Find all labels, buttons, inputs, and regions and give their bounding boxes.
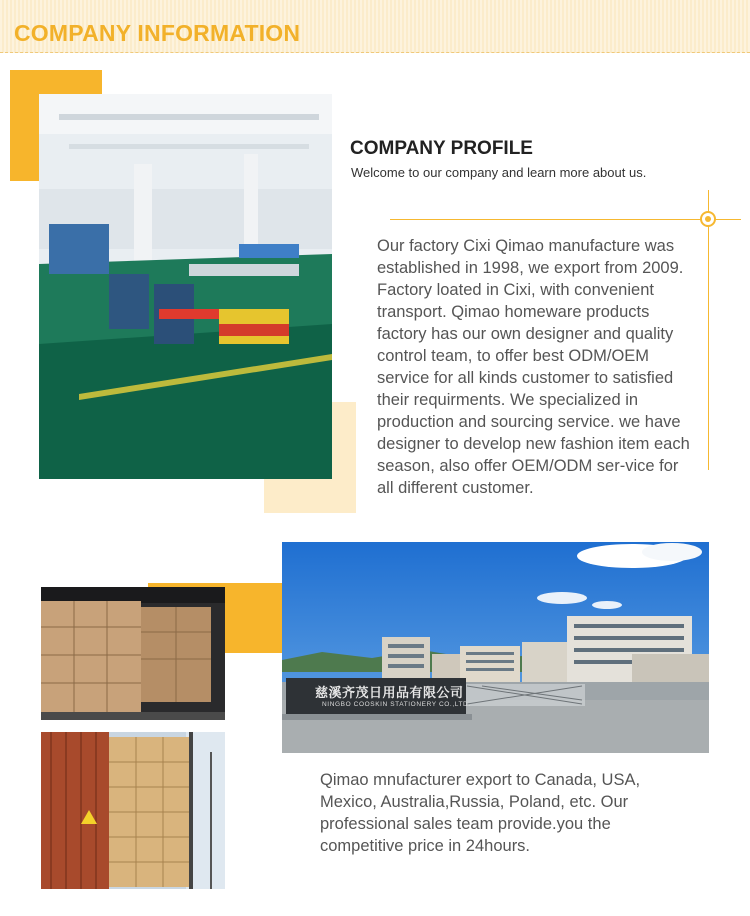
export-description: Qimao mnufacturer export to Canada, USA, Mexico, Australia,Russia, Poland, etc. Our professional sales team provide.you the competitive price in 24hours. [320, 771, 641, 855]
divider-line [390, 219, 741, 220]
company-profile-heading: COMPANY PROFILE [350, 138, 533, 159]
warehouse-boxes-photo [41, 587, 225, 720]
company-profile-description: Our factory Cixi Qimao manufacture was established in 1998, we export from 2009. Factory loated in Cixi, with convenient transport. Qimao homeware products factory has our own designer and quality control team, to offer best ODM/OEM service for all kinds customer to satisfied their requirments. We specialized in production and sourcing service. we have designer to develop new fashion item each season, also offer OEM/ODM ser-vice for all different customer. [377, 237, 690, 497]
company-building-photo [282, 542, 709, 753]
company-profile-subtitle: Welcome to our company and learn more about us. [351, 165, 647, 180]
divider-vertical-line [708, 190, 709, 470]
factory-floor-photo [39, 94, 332, 479]
building-sign-english: NINGBO COOSKIN STATIONERY CO.,LTD. [322, 701, 471, 708]
section-header-banner [0, 0, 750, 53]
container-loading-photo [41, 732, 225, 889]
target-circle-icon [700, 211, 716, 227]
building-sign-chinese: 慈溪齐茂日用品有限公司 [315, 686, 464, 701]
section-title: COMPANY INFORMATION [14, 20, 301, 46]
